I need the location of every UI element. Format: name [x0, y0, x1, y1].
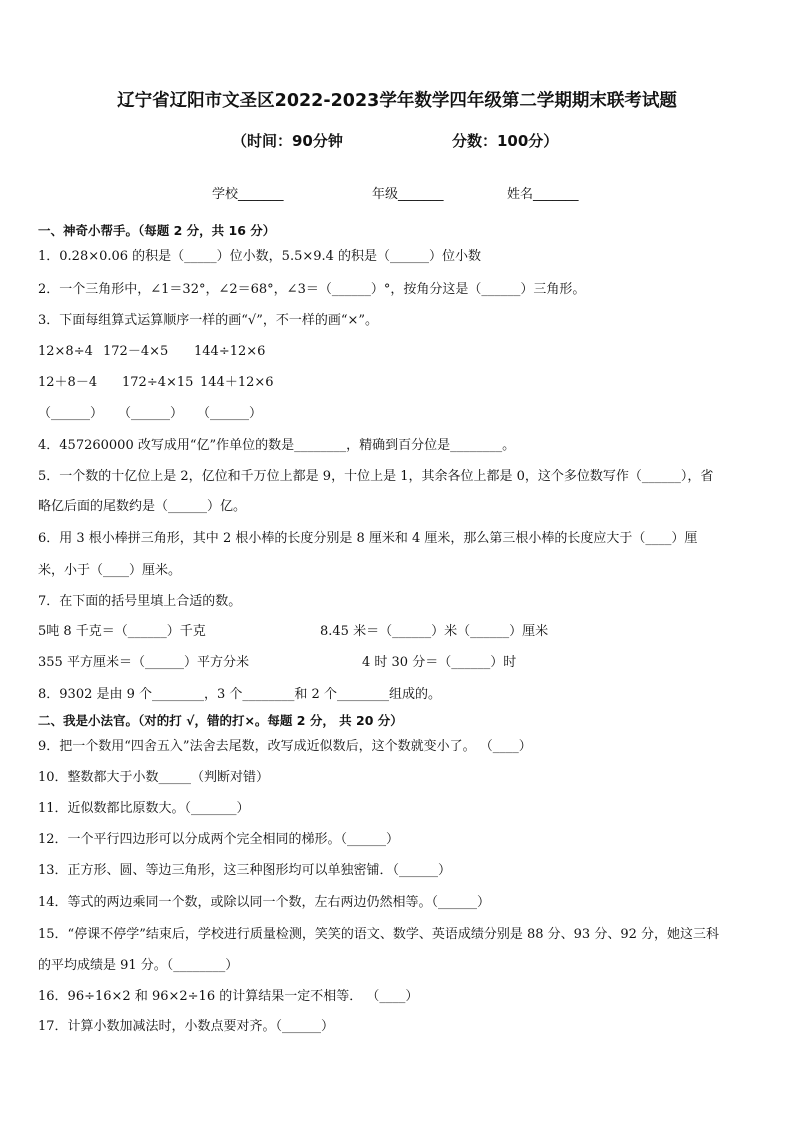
q3-answer-1: （______）	[38, 406, 104, 421]
q3-expr-2a: 12＋8－4	[38, 375, 98, 390]
section-1-heading: 一、神奇小帮手。（每题 2 分，共 16 分）	[38, 223, 276, 238]
question-7: 7．在下面的括号里填上合适的数。	[38, 594, 242, 609]
question-15-line-1: 15．“停课不停学”结束后，学校进行质量检测，笑笑的语文、数学、英语成绩分别是 88 分、93 分、92 分，她这三科	[38, 927, 719, 942]
question-6-line-2: 米，小于（____）厘米。	[38, 563, 182, 578]
q3-expr-1c: 144÷12×6	[194, 344, 266, 359]
question-16: 16．96÷16×2 和 96×2÷16 的计算结果一定不相等． （____）	[38, 989, 419, 1004]
q7-item-d: 4 时 30 分＝（______）时	[362, 655, 517, 670]
question-17: 17．计算小数加减法时，小数点要对齐。（______）	[38, 1019, 335, 1034]
question-6-line-1: 6．用 3 根小棒拼三角形，其中 2 根小棒的长度分别是 8 厘米和 4 厘米，那么第三根小棒的长度应大于（____）厘	[38, 531, 698, 546]
question-15-line-2: 的平均成绩是 91 分。（________）	[38, 958, 239, 973]
grade-field: 年级_______	[372, 187, 444, 202]
question-12: 12．一个平行四边形可以分成两个完全相同的梯形。（______）	[38, 832, 400, 847]
question-3: 3．下面每组算式运算顺序一样的画“√”，不一样的画“×”。	[38, 313, 379, 328]
question-5-line-2: 略亿后面的尾数约是（______）亿。	[38, 499, 247, 514]
q7-item-a: 5吨 8 千克＝（______）千克	[38, 624, 206, 639]
q3-answer-2: （______）	[118, 406, 184, 421]
q3-expr-1a: 12×8÷4	[38, 344, 93, 359]
question-9: 9．把一个数用“四舍五入”法舍去尾数，改写成近似数后，这个数就变小了。 （____）	[38, 739, 532, 754]
q3-answer-3: （______）	[197, 406, 263, 421]
name-field: 姓名_______	[507, 187, 579, 202]
exam-title: 辽宁省辽阳市文圣区2022-2023学年数学四年级第二学期期末联考试题	[117, 91, 677, 111]
question-2: 2．一个三角形中，∠1＝32°，∠2＝68°，∠3＝（______）°，按角分这是（______）三角形。	[38, 282, 586, 297]
q3-expr-2b: 172÷4×15	[122, 375, 194, 390]
q7-item-c: 355 平方厘米＝（______）平方分米	[38, 655, 249, 670]
question-4: 4．457260000 改写成用“亿”作单位的数是________，精确到百分位是________。	[38, 438, 516, 453]
question-10: 10．整数都大于小数_____（判断对错）	[38, 770, 270, 785]
question-11: 11．近似数都比原数大。（_______）	[38, 801, 250, 816]
exam-time: （时间：90分钟	[232, 132, 343, 150]
exam-score: 分数：100分）	[452, 132, 559, 150]
q3-expr-2c: 144＋12×6	[200, 375, 274, 390]
question-13: 13．正方形、圆、等边三角形，这三种图形均可以单独密铺．（______）	[38, 863, 452, 878]
question-1: 1．0.28×0.06 的积是（_____）位小数，5.5×9.4 的积是（______）位小数	[38, 249, 482, 264]
question-14: 14．等式的两边乘同一个数，或除以同一个数，左右两边仍然相等。（______）	[38, 895, 491, 910]
school-field: 学校_______	[212, 187, 284, 202]
q3-expr-1b: 172－4×5	[103, 344, 169, 359]
section-2-heading: 二、我是小法官。（对的打 √，错的打×。每题 2 分， 共 20 分）	[38, 713, 403, 728]
question-5-line-1: 5．一个数的十亿位上是 2，亿位和千万位上都是 9，十位上是 1，其余各位上都是 0，这个多位数写作（______），省	[38, 469, 714, 484]
q7-item-b: 8.45 米＝（______）米（______）厘米	[320, 624, 549, 639]
question-8: 8．9302 是由 9 个________，3 个________和 2 个________组成的。	[38, 687, 441, 702]
